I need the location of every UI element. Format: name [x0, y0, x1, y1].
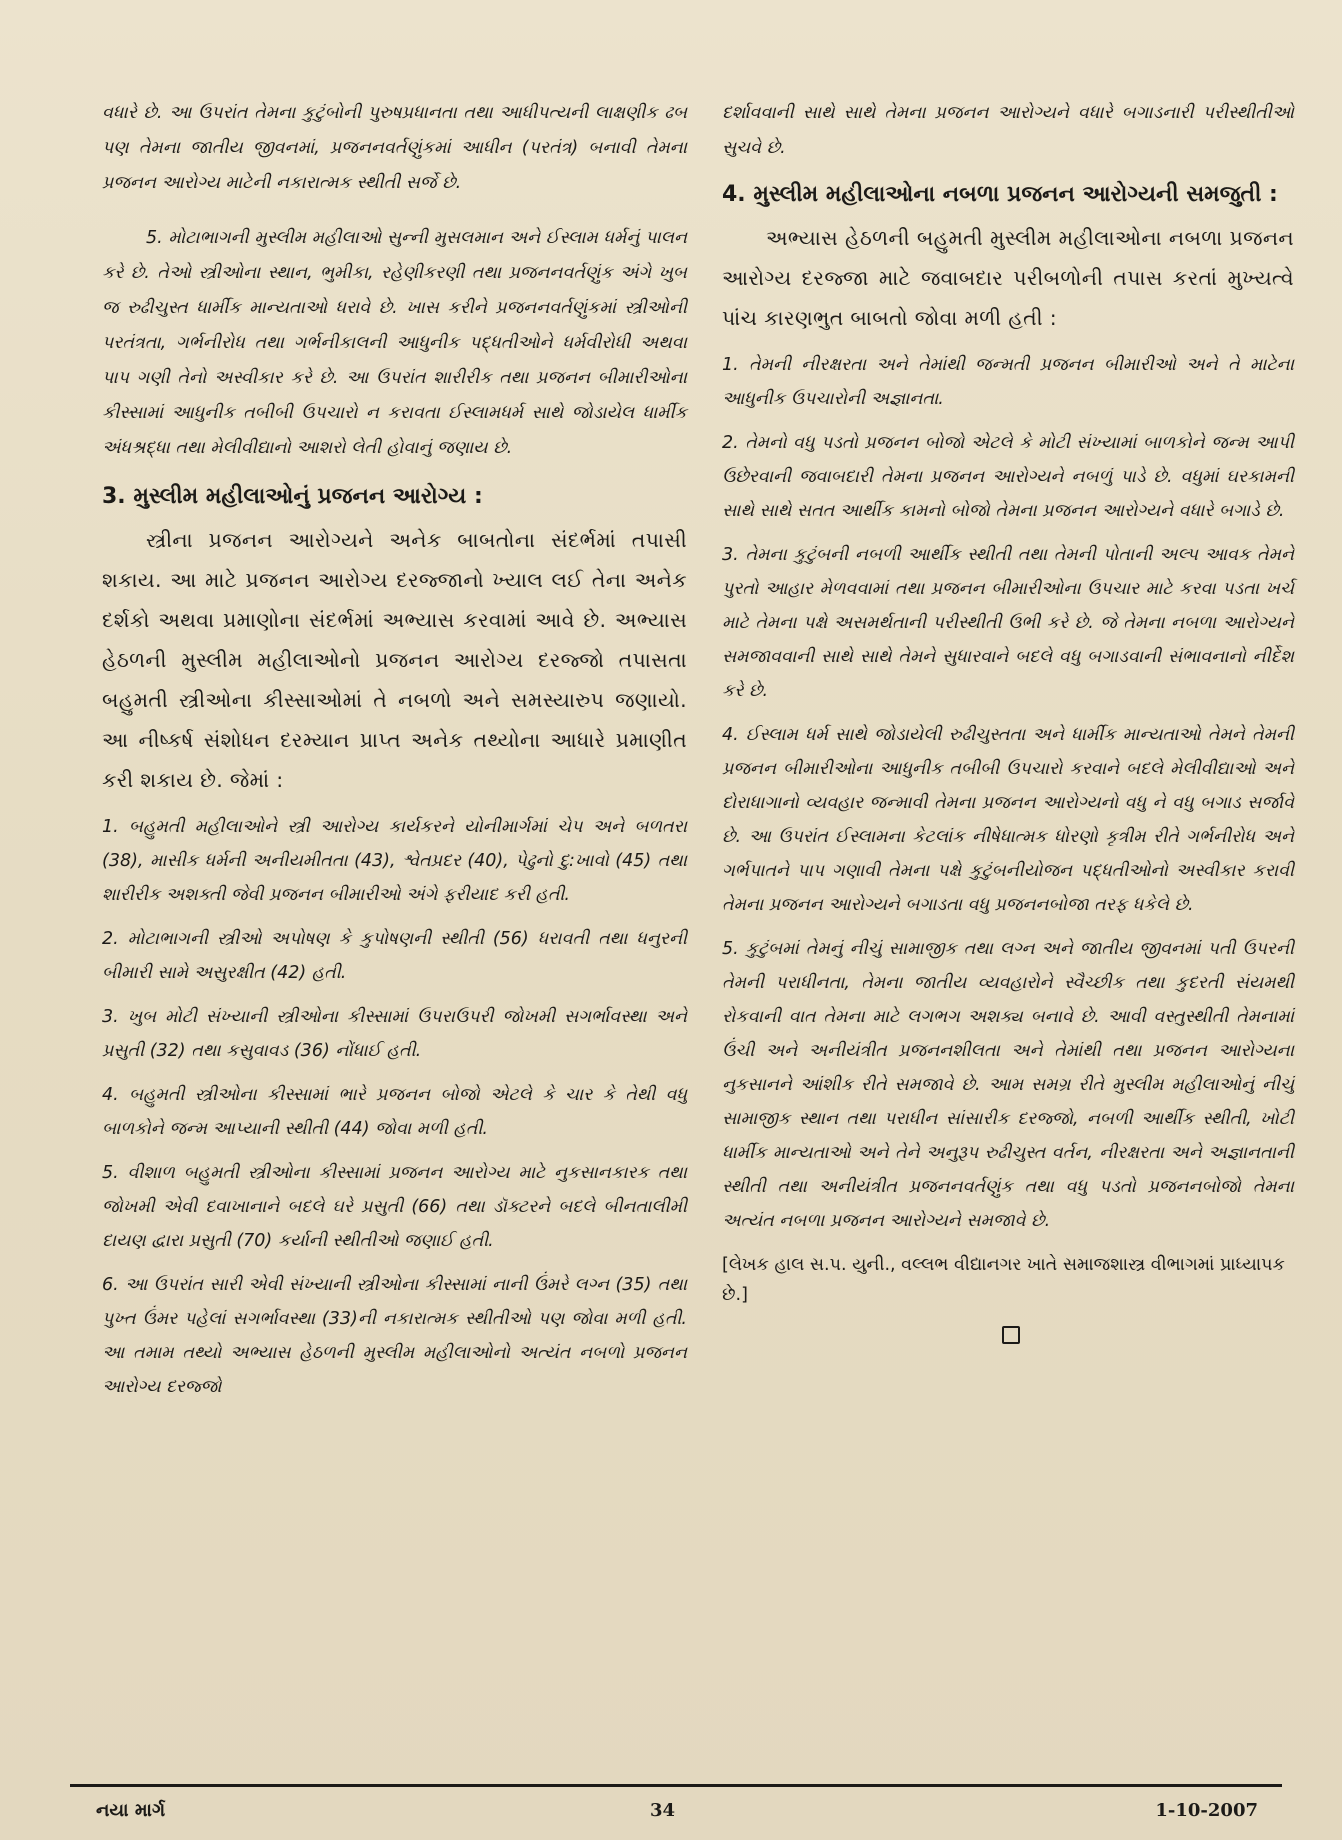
square-end-icon — [1002, 1326, 1020, 1344]
cause-1: 1. તેમની નીરક્ષરતા અને તેમાંથી જન્મતી પ્રજનન બીમારીઓ અને તે માટેના આધુનીક ઉપચારોની અજ્ઞાનતા. — [722, 355, 1294, 409]
point-5-paragraph: 5. મોટાભાગની મુસ્લીમ મહીલાઓ સુન્ની મુસલમાન અને ઈસ્લામ ધર્મનું પાલન કરે છે. તેઓ સ્ત્રીઓના સ્થાન, ભુમીકા, રહેણીકરણી તથા પ્રજનનવર્તણુંક અંગે ખુબ જ રુઢીચુસ્ત ધાર્મીક માન્યતાઓ ધરાવે છે. ખાસ કરીને પ્રજનનવર્તણુંકમાં સ્ત્રીઓની પરતંત્રતા, ગર્ભનીરોધ તથા ગર્ભનીકાલની આધુનીક પદ્ધતીઓને ધર્મવીરોધી અથવા પાપ ગણી તેનો અસ્વીકાર કરે છે. આ ઉપરાંત શારીરીક તથા પ્રજનન બીમારીઓના કીસ્સામાં આધુનીક તબીબી ઉપચારો ન કરાવતા ઈસ્લામધર્મ સાથે જોડાયેલ ધાર્મીક અંધશ્રદ્ધા તથા મેલીવીદ્યાનો આશરો લેતી હોવાનું જણાય છે. — [102, 228, 687, 458]
section-4-body: અભ્યાસ હેઠળની બહુમતી મુસ્લીમ મહીલાઓના નબળા પ્રજનન આરોગ્ય દરજ્જા માટે જવાબદાર પરીબળોની તપાસ કરતાં મુખ્યત્વે પાંચ કારણભુત બાબતો જોવા મળી હતી : — [722, 226, 1294, 330]
finding-5: 5. વીશાળ બહુમતી સ્ત્રીઓના કીસ્સામાં પ્રજનન આરોગ્ય માટે નુકસાનકારક તથા જોખમી એવી દવાખાનાને બદલે ઘરે પ્રસુતી (66) તથા ડૉક્ટરને બદલે બીનતાલીમી દાયણ દ્વારા પ્રસુતી (70) કર્યાની સ્થીતીઓ જણાઈ હતી. — [102, 1163, 687, 1251]
section-3-heading: 3. મુસ્લીમ મહીલાઓનું પ્રજનન આરોગ્ય : — [102, 484, 483, 509]
issue-date: 1-10-2007 — [1155, 1800, 1258, 1821]
section-4-heading: 4. મુસ્લીમ મહીલાઓના નબળા પ્રજનન આરોગ્યની સમજુતી : — [722, 182, 1278, 207]
finding-4: 4. બહુમતી સ્ત્રીઓના કીસ્સામાં ભારે પ્રજનન બોજો એટલે કે ચાર કે તેથી વધુ બાળકોને જન્મ આપ્યાની સ્થીતી (44) જોવા મળી હતી. — [102, 1085, 687, 1139]
publication-name: નયા માર્ગ — [96, 1800, 166, 1821]
intro-paragraph: વધારે છે. આ ઉપરાંત તેમના કુટુંબોની પુરુષપ્રધાનતા તથા આધીપત્યની લાક્ષણીક ઢબ પણ તેમના જાતીય જીવનમાં, પ્રજનનવર્તણુંકમાં આધીન (પરતંત્ર) બનાવી તેમના પ્રજનન આરોગ્ય માટેની નકારાત્મક સ્થીતી સર્જે છે. — [102, 103, 687, 193]
left-column — [102, 96, 687, 1404]
end-of-article-mark — [722, 1326, 1294, 1350]
continuation-paragraph: દર્શાવવાની સાથે સાથે તેમના પ્રજનન આરોગ્યને વધારે બગાડનારી પરીસ્થીતીઓ સુચવે છે. — [722, 103, 1294, 158]
finding-3: 3. ખુબ મોટી સંખ્યાની સ્ત્રીઓના કીસ્સામાં ઉપરાઉપરી જોખમી સગર્ભાવસ્થા અને પ્રસુતી (32) તથા કસુવાવડ (36) નોંધાઈ હતી. — [102, 1007, 687, 1061]
cause-3: 3. તેમના કુટુંબની નબળી આર્થીક સ્થીતી તથા તેમની પોતાની અલ્પ આવક તેમને પુરતો આહાર મેળવવામાં તથા પ્રજનન બીમારીઓના ઉપચાર માટે કરવા પડતા ખર્ચ માટે તેમના પક્ષે અસમર્થતાની પરીસ્થીતી ઉભી કરે છે. જે તેમના નબળા આરોગ્યને સમજાવવાની સાથે સાથે તેમને સુધારવાને બદલે વધુ બગાડવાની સંભાવનાનો નીર્દેશ કરે છે. — [722, 545, 1294, 701]
section-3-body: સ્ત્રીના પ્રજનન આરોગ્યને અનેક બાબતોના સંદર્ભમાં તપાસી શકાય. આ માટે પ્રજનન આરોગ્ય દરજ્જાનો ખ્યાલ લઈ તેના અનેક દર્શકો અથવા પ્રમાણોના સંદર્ભમાં અભ્યાસ કરવામાં આવે છે. અભ્યાસ હેઠળની મુસ્લીમ મહીલાઓનો પ્રજનન આરોગ્ય દરજ્જો તપાસતા બહુમતી સ્ત્રીઓના કીસ્સાઓમાં તે નબળો અને સમસ્યારુપ જણાયો. આ નીષ્કર્ષ સંશોધન દરમ્યાન પ્રાપ્ત અનેક તથ્યોના આધારે પ્રમાણીત કરી શકાય છે. જેમાં : — [102, 528, 687, 792]
cause-5: 5. કુટુંબમાં તેમનું નીચું સામાજીક તથા લગ્ન અને જાતીય જીવનમાં પતી ઉપરની તેમની પરાધીનતા, તેમના જાતીય વ્યવહારોને સ્વૈચ્છીક તથા કુદરતી સંયમથી રોકવાની વાત તેમના માટે લગભગ અશક્ય બનાવે છે. આવી વસ્તુસ્થીતી તેમનામાં ઉંચી અને અનીયંત્રીત પ્રજનનશીલતા અને તેમાંથી તથા પ્રજનન આરોગ્યના નુકસાનને આંશીક રીતે સમજાવે છે. આમ સમગ્ર રીતે મુસ્લીમ મહીલાઓનું નીચું સામાજીક સ્થાન તથા પરાધીન સાંસારીક દરજ્જો, નબળી આર્થીક સ્થીતી, ખોટી ધાર્મીક માન્યતાઓ અને તેને અનુરૂપ રુઢીચુસ્ત વર્તન, નીરક્ષરતા અને અજ્ઞાનતાની સ્થીતી તથા અનીયંત્રીત પ્રજનનવર્તણુંક તથા વધુ પડતો પ્રજનનબોજો તેમના અત્યંત નબળા પ્રજનન આરોગ્યને સમજાવે છે. — [722, 939, 1294, 1231]
finding-1: 1. બહુમતી મહીલાઓને સ્ત્રી આરોગ્ય કાર્યકરને યોનીમાર્ગમાં ચેપ અને બળતરા (38), માસીક ધર્મની અનીયમીતતા (43), શ્વેતપ્રદર (40), પેઢુનો દુ:ખાવો (45) તથા શારીરીક અશક્તી જેવી પ્રજનન બીમારીઓ અંગે ફરીયાદ કરી હતી. — [102, 817, 687, 905]
page-number: 34 — [650, 1800, 676, 1821]
author-note: [લેખક હાલ સ.પ. યુની., વલ્લભ વીદ્યાનગર ખાતે સમાજશાસ્ત્ર વીભાગમાં પ્રાધ્યાપક છે.] — [722, 1255, 1285, 1305]
finding-6: 6. આ ઉપરાંત સારી એવી સંખ્યાની સ્ત્રીઓના કીસ્સામાં નાની ઉંમરે લગ્ન (35) તથા પુખ્ત ઉંમર પહેલાં સગર્ભાવસ્થા (33)ની નકારાત્મક સ્થીતીઓ પણ જોવા મળી હતી. આ તમામ તથ્યો અભ્યાસ હેઠળની મુસ્લીમ મહીલાઓનો અત્યંત નબળો પ્રજનન આરોગ્ય દરજ્જો — [102, 1275, 687, 1397]
cause-4: 4. ઈસ્લામ ધર્મ સાથે જોડાયેલી રુઢીચુસ્તતા અને ધાર્મીક માન્યતાઓ તેમને તેમની પ્રજનન બીમારીઓના આધુનીક તબીબી ઉપચારો કરવાને બદલે મેલીવીદ્યાઓ અને દોરાધાગાનો વ્યવહાર જન્માવી તેમના પ્રજનન આરોગ્યનો વધુ ને વધુ બગાડ સર્જાવે છે. આ ઉપરાંત ઈસ્લામના કેટલાંક નીષેધાત્મક ધોરણો કૃત્રીમ રીતે ગર્ભનીરોધ અને ગર્ભપાતને પાપ ગણાવી તેમના પક્ષે કુટુંબનીયોજન પદ્ધતીઓનો અસ્વીકાર કરાવી તેમના પ્રજનન આરોગ્યને બગાડતા વધુ પ્રજનનબોજા તરફ ધકેલે છે. — [722, 725, 1294, 915]
right-column — [722, 96, 1294, 1350]
cause-2: 2. તેમનો વધુ પડતો પ્રજનન બોજો એટલે કે મોટી સંખ્યામાં બાળકોને જન્મ આપી ઉછેરવાની જવાબદારી તેમના પ્રજનન આરોગ્યને નબળું પાડે છે. વધુમાં ઘરકામની સાથે સાથે સતત આર્થીક કામનો બોજો તેમના પ્રજનન આરોગ્યને વધારે બગાડે છે. — [722, 433, 1294, 521]
finding-2: 2. મોટાભાગની સ્ત્રીઓ અપોષણ કે કુપોષણની સ્થીતી (56) ધરાવતી તથા ધનુરની બીમારી સામે અસુરક્ષીત (42) હતી. — [102, 929, 687, 983]
footer-rule — [70, 1784, 1282, 1787]
